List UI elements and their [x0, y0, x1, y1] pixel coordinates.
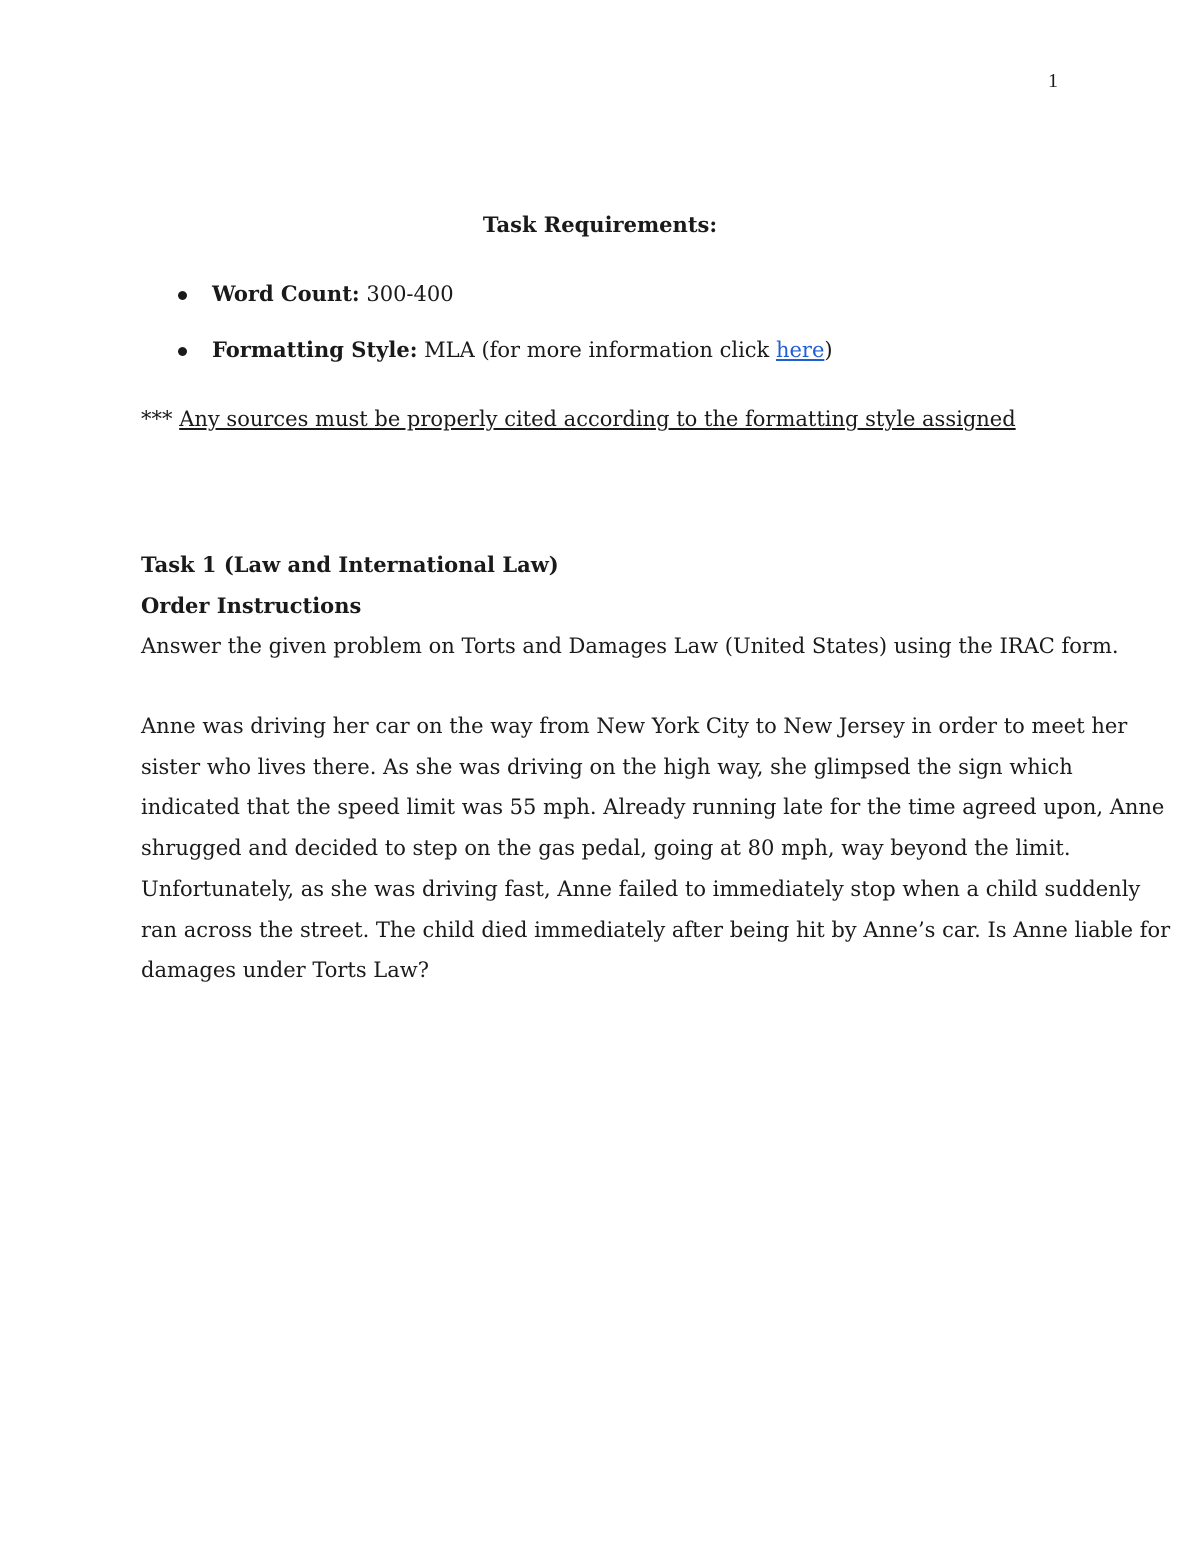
task-instruction: Answer the given problem on Torts and Damages Law (United States) using the IRAC form. — [141, 634, 1119, 658]
requirements-title: Task Requirements: — [482, 212, 718, 237]
bullet-icon — [178, 347, 187, 356]
here-link[interactable]: here — [775, 338, 825, 362]
bullet-icon — [178, 291, 187, 300]
page-number: 1 — [1048, 70, 1058, 92]
order-instructions-heading: Order Instructions — [141, 593, 362, 618]
word-count-label: Word Count: — [212, 281, 360, 306]
note-prefix: *** — [141, 407, 180, 431]
task-title: Task 1 (Law and International Law) — [141, 552, 559, 577]
problem-line: damages under Torts Law? — [141, 958, 430, 983]
problem-line: Anne was driving her car on the way from New York City to New Jersey in order to meet her — [141, 714, 1128, 738]
note-text: Any sources must be properly cited according to the formatting style assigned — [179, 407, 1016, 431]
problem-line: Unfortunately, as she was driving fast, Anne failed to immediately stop when a child suddenly — [141, 876, 1141, 901]
task-section — [141, 544, 1119, 667]
citation-note — [141, 405, 1016, 433]
problem-line: indicated that the speed limit was 55 mph. Already running late for the time agreed upon, Anne — [141, 795, 1165, 820]
formatting-style-text — [212, 336, 833, 364]
formatting-style-prefix: MLA (for more information click — [424, 338, 776, 362]
formatting-style-label: Formatting Style: — [212, 337, 418, 362]
word-count-value: 300-400 — [366, 282, 454, 306]
problem-line: ran across the street. The child died immediately after being hit by Anne’s car. Is Anne liable for — [141, 917, 1171, 942]
word-count-text — [212, 280, 454, 308]
problem-paragraph — [141, 706, 1171, 991]
problem-line: sister who lives there. As she was driving on the high way, she glimpsed the sign which — [141, 754, 1073, 779]
problem-line: shrugged and decided to step on the gas pedal, going at 80 mph, way beyond the limit. — [141, 836, 1071, 861]
formatting-style-suffix: ) — [824, 338, 833, 362]
